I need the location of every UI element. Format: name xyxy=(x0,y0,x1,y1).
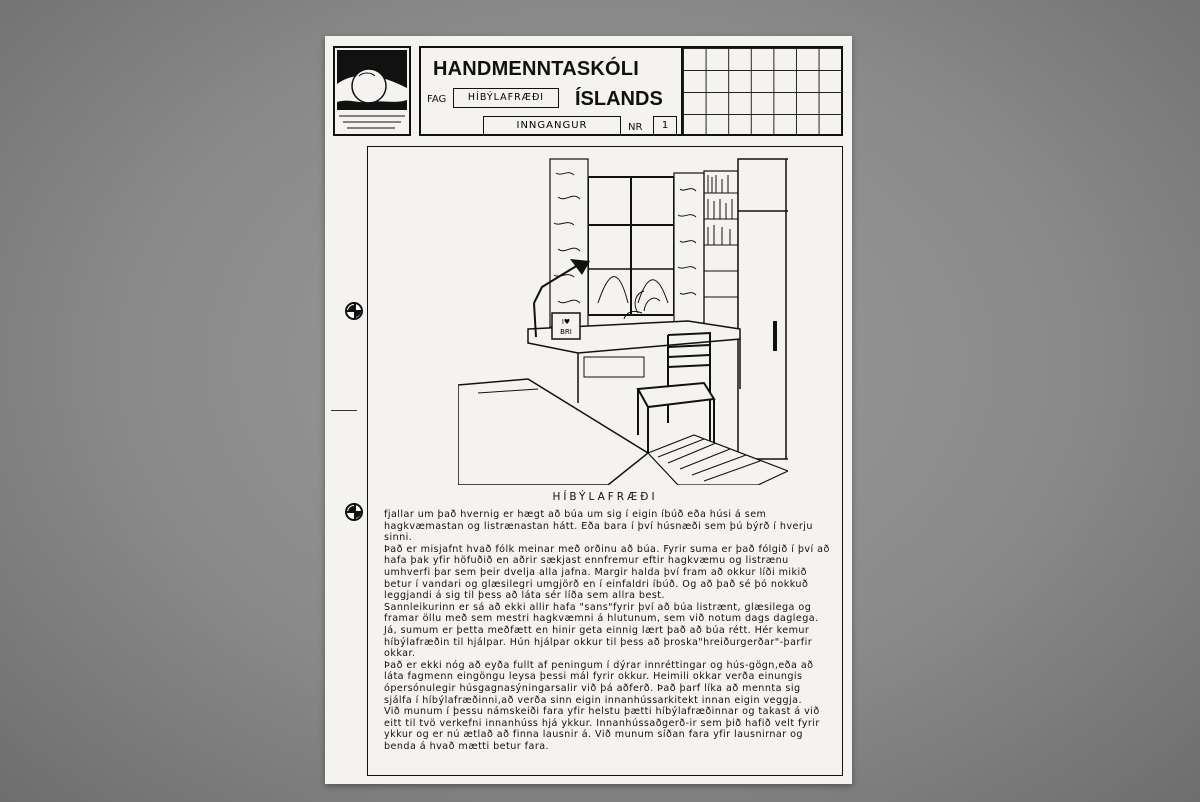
paragraph-3: Sannleikurinn er sá að ekki allir hafa "sans"fyrir því að búa listrænt, glæsilega og framar öllu með sem mestri hagkvæmni á hlutunum, sem við notum dags daglega. Já, sumum er þetta meðfætt en hinir geta einnig lært það að búa rétt. Hér kemur híbýlafræðin til hjálpar. Hún hjálpar okkur til þess að þroska"hreiðurgerðar"-þarfir okkar. xyxy=(384,601,819,660)
punch-hole-mark-top xyxy=(345,302,363,320)
school-name-line2: ÍSLANDS xyxy=(575,88,663,110)
school-name-line1: HANDMENNTASKÓLI xyxy=(433,58,639,80)
nr-value: 1 xyxy=(653,116,677,136)
paragraph-5: Við munum í þessu námskeiði fara yfir helstu þætti híbýlafræðinnar og takast á við eitt til tvö verkefni innanhúss hjá ykkur. Innanhússaðgerð-ir sem þið hafið velt fyrir ykkur og er nú ætlað að finna lausnir á. Við munum síðan fara yfir lausnirnar og benda á hvað mætti betur fara. xyxy=(384,706,820,752)
section-value: INNGANGUR xyxy=(483,116,621,136)
title-block xyxy=(419,46,683,136)
fag-label: FAG xyxy=(427,94,447,105)
document-sheet xyxy=(325,36,852,784)
section-heading: HÍBÝLAFRÆÐI xyxy=(552,491,658,503)
paragraph-1: fjallar um það hvernig er hægt að búa um sig í eigin íbúð eða húsi á sem hagkvæmastan og listrænastan hátt. Eða bara í því húsnæði sem þú býrð í hverju sinni. xyxy=(384,509,813,544)
logo-image xyxy=(335,48,409,134)
fag-value: HÍBÝLAFRÆÐI xyxy=(453,88,559,108)
paragraph-4: Það er ekki nóg að eyða fullt af peningum í dýrar innréttingar og hús-gögn,eða að láta fagmenn eingöngu leysa þessi mál fyrir okkur. Heimili okkar verða einungis ópersónulegir húsgagnasýningarsalir við þá aðferð. Það þarf líka að mennta sig sjálfa í híbýlafræðinni,að verða sinn eigin innanhússarkitekt innan eigin veggja. xyxy=(384,659,814,706)
paragraph-2: Það er misjafnt hvað fólk meinar með orðinu að búa. Fyrir suma er það fólgið í því að hafa þak yfir höfuðið en aðrir sækjast ennfremur eftir hagkvæmu og listrænu umhverfi þar sem þeir dvelja alla jafna. Margir halda því fram að okkur líði mikið betur í vandari og glæsilegri umgjörð en í einfaldri íbúð. Og að það sé þó nokkuð leggjandi á sig til þess að láta sér líða sem allra best. xyxy=(384,543,830,602)
poster-text-2: BRI xyxy=(560,328,572,336)
room-illustration xyxy=(458,153,788,485)
body-text xyxy=(384,509,830,752)
nr-label: NR xyxy=(628,122,643,133)
content-frame xyxy=(367,146,843,776)
grading-grid xyxy=(683,46,843,136)
school-logo xyxy=(333,46,411,136)
fold-mark xyxy=(331,410,357,411)
punch-hole-mark-bottom xyxy=(345,503,363,521)
poster-text-1: I♥ xyxy=(561,318,571,326)
